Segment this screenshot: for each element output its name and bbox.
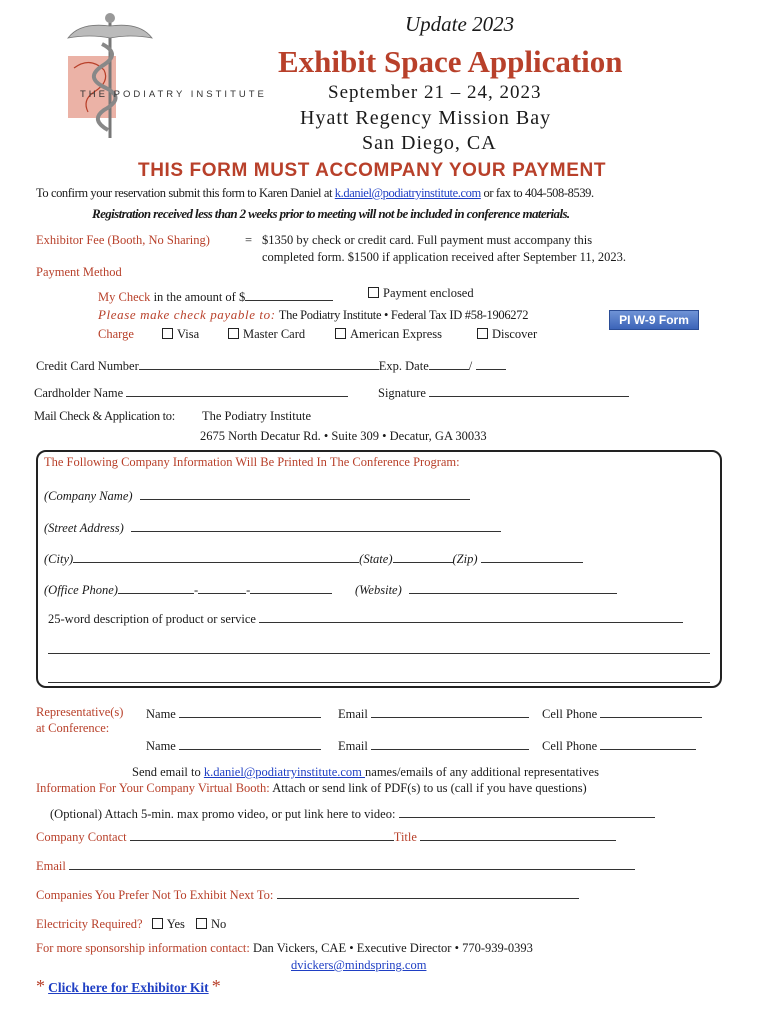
title-field[interactable] — [420, 828, 616, 841]
virtual-booth-label: Information For Your Company Virtual Booth: — [36, 781, 270, 795]
electricity-row — [36, 917, 226, 932]
event-venue: Hyatt Regency Mission Bay — [300, 107, 552, 129]
website-field[interactable] — [409, 581, 617, 594]
rep2-name-label: Name — [146, 739, 176, 753]
phone-prefix-field[interactable] — [198, 581, 246, 594]
street-field[interactable] — [131, 519, 501, 532]
rep1-name-row — [146, 705, 321, 722]
exp-date-label: Exp. Date — [378, 359, 429, 373]
electricity-no-checkbox[interactable] — [196, 918, 207, 929]
star-left: * — [36, 976, 45, 996]
phone-area-field[interactable] — [118, 581, 194, 594]
caduceus-logo — [60, 8, 160, 143]
rep2-cell-row — [542, 737, 696, 754]
rep2-email-label: Email — [338, 739, 368, 753]
check-row — [98, 288, 333, 305]
company-name-field[interactable] — [140, 487, 470, 500]
signature-row — [378, 384, 629, 401]
contact-email-row — [36, 857, 635, 874]
reps-label-1: Representative(s) — [36, 705, 124, 719]
street-row — [44, 519, 501, 536]
sponsorship-label: For more sponsorship information contact: — [36, 941, 250, 955]
company-name-row — [44, 487, 470, 504]
phone-line-field[interactable] — [250, 581, 332, 594]
street-label: (Street Address) — [44, 521, 124, 535]
exp-slash: / — [468, 359, 473, 373]
video-row — [50, 805, 655, 822]
charge-label: Charge — [98, 327, 134, 341]
website-row — [355, 581, 617, 598]
rep1-name-field[interactable] — [179, 705, 321, 718]
sponsorship-contact: Dan Vickers, CAE • Executive Director • 770-939-0393 — [252, 941, 533, 955]
website-label: (Website) — [355, 583, 402, 597]
exp-month-field[interactable] — [429, 357, 469, 370]
description-label: 25-word description of product or service — [48, 612, 256, 626]
signature-field[interactable] — [429, 384, 629, 397]
rep1-email-label: Email — [338, 707, 368, 721]
virtual-booth-text: Attach or send link of PDF(s) to us (call if you have questions) — [272, 781, 587, 795]
contact-email-field[interactable] — [69, 857, 635, 870]
title-label: Title — [393, 830, 417, 844]
rep1-name-label: Name — [146, 707, 176, 721]
dvickers-email-link[interactable]: dvickers@mindspring.com — [291, 958, 427, 972]
rep2-name-row — [146, 737, 321, 754]
city-field[interactable] — [73, 550, 359, 563]
visa-checkbox[interactable] — [162, 328, 173, 339]
prefer-not-label: Companies You Prefer Not To Exhibit Next To: — [36, 888, 274, 902]
exhibitor-kit-link[interactable]: Click here for Exhibitor Kit — [48, 980, 209, 995]
visa-label: Visa — [177, 327, 200, 341]
page-title: Exhibit Space Application — [278, 44, 623, 79]
payable-row — [98, 307, 528, 323]
payment-banner: THIS FORM MUST ACCOMPANY YOUR PAYMENT — [138, 160, 607, 181]
discover-checkbox[interactable] — [477, 328, 488, 339]
company-box-heading: The Following Company Information Will Be Printed In The Conference Program: — [44, 455, 460, 469]
mail-line1: The Podiatry Institute — [202, 409, 312, 423]
virtual-booth-row — [36, 781, 587, 796]
update-label: Update 2023 — [405, 12, 515, 36]
sponsorship-row — [36, 941, 533, 956]
discover-option[interactable] — [477, 327, 537, 342]
state-label: (State) — [359, 552, 393, 566]
amex-label: American Express — [350, 327, 442, 341]
mail-line2: 2675 North Decatur Rd. • Suite 309 • Decatur, GA 30033 — [200, 429, 487, 443]
w9-form-button[interactable]: PI W-9 Form — [609, 310, 699, 330]
zip-label: (Zip) — [452, 552, 478, 566]
reps-label-2: at Conference: — [36, 721, 110, 735]
send-prefix: Send email to — [132, 765, 204, 779]
rep1-cell-label: Cell Phone — [542, 707, 598, 721]
exp-year-field[interactable] — [476, 357, 506, 370]
description-field-2[interactable] — [48, 641, 710, 654]
amex-checkbox[interactable] — [335, 328, 346, 339]
description-field-3[interactable] — [48, 670, 710, 683]
send-email-text — [132, 765, 599, 780]
office-phone-label: (Office Phone) — [44, 583, 118, 597]
institute-logo-text: THE PODIATRY INSTITUTE — [80, 89, 267, 100]
state-field[interactable] — [393, 550, 453, 563]
karen-email-link[interactable]: k.daniel@podiatryinstitute.com — [334, 186, 481, 200]
electricity-yes-label: Yes — [166, 917, 185, 931]
description-row — [48, 610, 683, 627]
event-dates: September 21 – 24, 2023 — [328, 82, 542, 103]
description-field-1[interactable] — [259, 610, 683, 623]
confirm-prefix: To confirm your reservation submit this form to Karen Daniel at — [36, 186, 335, 200]
zip-field[interactable] — [481, 550, 583, 563]
electricity-no-label: No — [211, 917, 227, 931]
send-suffix: names/emails of any additional representatives — [365, 765, 599, 779]
payable-value: The Podiatry Institute • Federal Tax ID #58-1906272 — [278, 308, 529, 322]
company-contact-field[interactable] — [130, 828, 394, 841]
video-label: (Optional) Attach 5-min. max promo video, or put link here to video: — [50, 807, 396, 821]
rep2-email-row — [338, 737, 529, 754]
city-label: (City) — [44, 552, 74, 566]
amex-option[interactable] — [335, 327, 442, 342]
phone-row — [44, 581, 332, 598]
send-email-link[interactable]: k.daniel@podiatryinstitute.com — [203, 765, 366, 779]
payment-enclosed-checkbox[interactable] — [368, 287, 379, 298]
company-name-label: (Company Name) — [44, 489, 133, 503]
rep2-cell-label: Cell Phone — [542, 739, 598, 753]
confirm-suffix: or fax to 404-508-8539. — [480, 186, 594, 200]
payment-method-label: Payment Method — [36, 265, 122, 279]
signature-label: Signature — [378, 386, 426, 400]
electricity-label: Electricity Required? — [36, 917, 143, 931]
confirm-text — [36, 186, 594, 201]
cardholder-row — [34, 384, 348, 401]
city-row — [44, 550, 583, 567]
card-number-label: Credit Card Number — [36, 359, 139, 373]
exhibitor-kit-row — [36, 976, 221, 997]
rep1-email-row — [338, 705, 529, 722]
payable-label: Please make check payable to: — [98, 307, 276, 322]
amount-label: in the amount of $ — [153, 290, 246, 304]
charge-row — [98, 327, 134, 342]
mastercard-label: Master Card — [243, 327, 306, 341]
electricity-yes-checkbox[interactable] — [152, 918, 163, 929]
prefer-not-field[interactable] — [277, 886, 579, 899]
rep1-cell-row — [542, 705, 702, 722]
company-contact-row — [36, 828, 616, 845]
mastercard-checkbox[interactable] — [228, 328, 239, 339]
video-link-field[interactable] — [399, 805, 655, 818]
payment-enclosed-label: Payment enclosed — [383, 286, 474, 300]
payment-enclosed-option[interactable] — [368, 286, 474, 301]
rep1-cell-field[interactable] — [600, 705, 702, 718]
visa-option[interactable] — [162, 327, 199, 342]
event-city: San Diego, CA — [362, 132, 497, 154]
phone-dash: - — [193, 583, 199, 597]
cardholder-field[interactable] — [126, 384, 348, 397]
star-right: * — [211, 976, 221, 996]
card-number-field[interactable] — [139, 357, 379, 370]
fee-label: Exhibitor Fee (Booth, No Sharing) — [36, 233, 210, 247]
phone-dash: - — [246, 583, 251, 597]
amount-field[interactable] — [245, 288, 333, 301]
late-notice: Registration received less than 2 weeks prior to meeting will not be included in conference materials. — [92, 206, 570, 221]
rep2-email-field[interactable] — [371, 737, 529, 750]
rep1-email-field[interactable] — [371, 705, 529, 718]
prefer-not-row — [36, 886, 579, 903]
card-number-row — [36, 357, 506, 374]
company-contact-label: Company Contact — [36, 830, 127, 844]
my-check-label: My Check — [98, 290, 151, 304]
mail-label: Mail Check & Application to: — [34, 409, 175, 423]
contact-email-label: Email — [36, 859, 66, 873]
fee-line1: $1350 by check or credit card. Full payment must accompany this — [262, 233, 593, 247]
rep2-cell-field[interactable] — [600, 737, 696, 750]
mastercard-option[interactable] — [228, 327, 305, 342]
fee-eq: = — [245, 233, 253, 247]
fee-line2: completed form. $1500 if application received after September 11, 2023. — [262, 250, 626, 264]
rep2-name-field[interactable] — [179, 737, 321, 750]
cardholder-label: Cardholder Name — [34, 386, 124, 400]
discover-label: Discover — [492, 327, 538, 341]
